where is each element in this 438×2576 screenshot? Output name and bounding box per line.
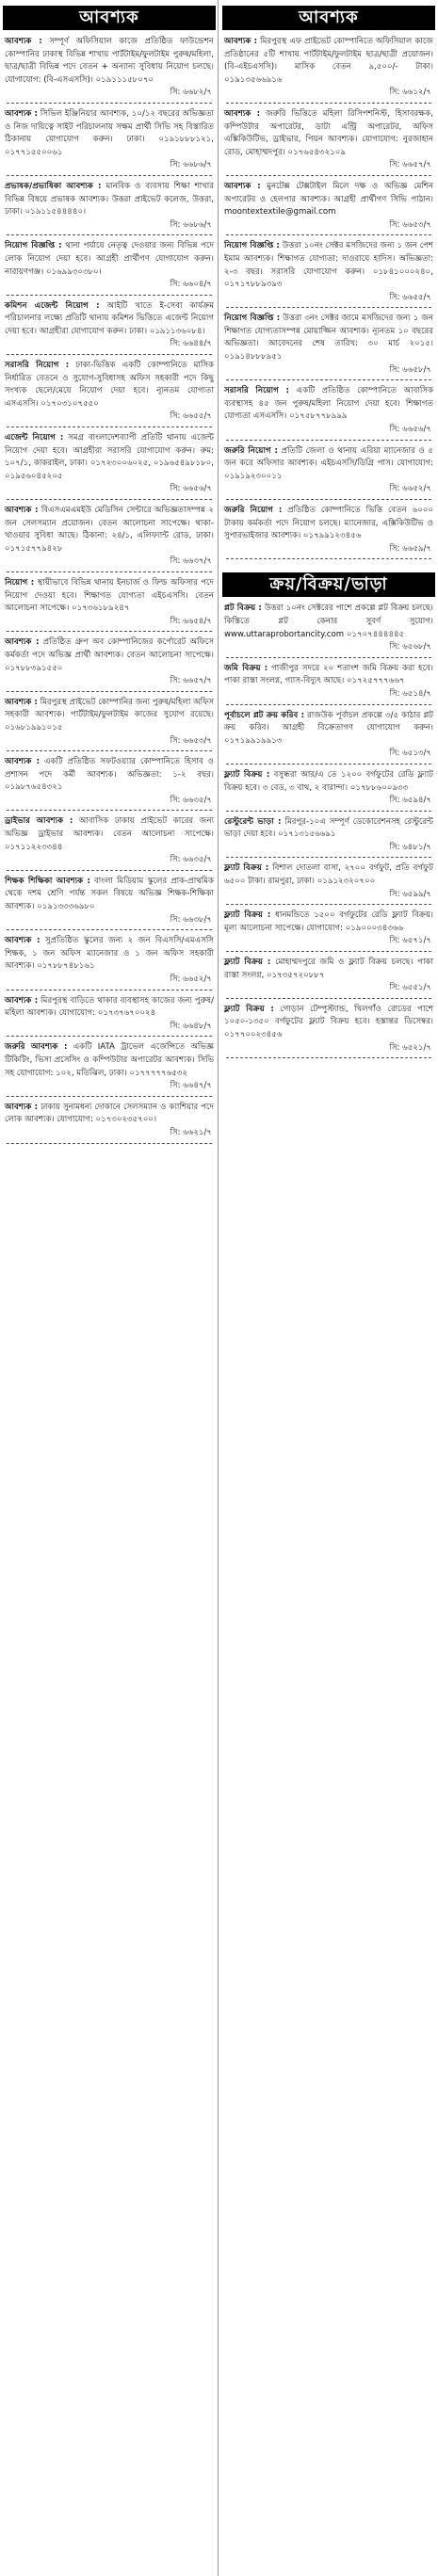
ad-reference-code: সি: ৬৬১২/৭ (389, 88, 431, 98)
ad-text: সমগ্র বাংলাদেশব্যাপী প্রতিটি থানায় এজেন্ট নিয়োগ দেয়া হবে। আগ্রহীরা সরাসরি যোগাযোগ করুন। রুম: ১০৭/১, কাকরাইল, ঢাকা। ০১৭২৩০০৬০২৫, ০১৯৬৫৪৯৮১৮০, ০১৯৫৬০৪৫২০৫ (5, 433, 215, 481)
classified-ad (3, 240, 216, 295)
ad-divider (226, 379, 431, 380)
classified-ad (3, 36, 216, 104)
ad-heading: ফ্ল্যাট বিক্রয় : (224, 958, 271, 968)
ad-body (222, 603, 435, 641)
ad-text: বসুন্ধরা আর/এ তে ১২০০ বর্গফুটের রেডি ফ্ল্যাট বিক্রয় হবে। ৩ বেড, ৩ বাথ, ২ বারান্দা। ০১৭৮৮৬০০৯৩৩ (224, 769, 433, 793)
classified-ad (222, 445, 435, 500)
ad-heading: আবশ্যক : (5, 637, 40, 648)
column-divider (218, 0, 219, 2576)
ad-body (3, 505, 216, 555)
ad-divider (226, 904, 431, 905)
ad-divider (226, 857, 431, 858)
ad-body (3, 577, 216, 616)
ad-reference-code: সি: ৬৫১৪/৭ (389, 688, 431, 699)
ad-reference-code: সি: ৬৬৩৮/৭ (170, 914, 212, 925)
ad-divider (7, 175, 212, 176)
ad-divider (7, 103, 212, 104)
ad-reference-code: সি: ৬৫২১/৭ (389, 1042, 431, 1053)
ad-divider (226, 951, 431, 952)
ad-body (3, 181, 216, 219)
ad-text: জরুরি ভিত্তিতে মহিলা রিসিপশনিস্ট, হিসাবরক্ষক, কম্পিউটার অপারেটর, ডাটা এন্ট্রি অপারেটর, অফিস এক্সিকিউটিভ, ড্রাইভার, পিয়ন আবশ্যক। যোগাযোগ: নুরজাহান রোড, মোহাম্মদপুর। ০১৭৬৫৪৩২১০৯ (224, 108, 433, 157)
ad-reference-code: সি: ৬৬৫২/৭ (389, 484, 431, 494)
classified-ad (3, 181, 216, 235)
ad-heading: আবশ্যক : (5, 1102, 39, 1112)
ad-divider (7, 691, 212, 692)
ad-heading: কমিশন এজেন্ট নিয়োগ : (5, 300, 100, 311)
classified-ad (3, 636, 216, 691)
ad-body (3, 756, 216, 795)
ad-text: একটি প্রতিষ্ঠিত সফটওয়্যার কোম্পানিতে হিসাব ও প্রশাসন পদে কর্মী আবশ্যক। অভিজ্ঞতা: ১-২ বছর। ০১৯৮৭৬৫৪৩২১ (5, 757, 214, 793)
ad-divider (226, 764, 431, 765)
ad-heading: রেস্টুরেন্ট ভাড়া : (224, 816, 282, 827)
classified-ad (3, 995, 216, 1038)
classified-ad (222, 108, 435, 176)
ad-text: মোহাম্মদপুরে জমি ও ফ্ল্যাট বিক্রয় চলছে। পাকা রাস্তা সংলগ্ন, ০১৭৩৫৭২০৮৮৭ (224, 958, 433, 980)
ad-text: বিএসএমএমইউ মেডিসিন সেন্টারে অভিজ্ঞতাসম্পন্ন ২ জন সেলসম্যান প্রয়োজন। বেতন আলোচনা সাপেক্ষে। থাকা-খাওয়ার সুবিধা আছে। ঠিকানা: ২৪/১, এলিফ্যান্ট রোড, ঢাকা। ০১৭১৫৭৭৯৪২৮ (5, 506, 214, 554)
ad-heading: ড্রাইভার আবশ্যক : (5, 816, 73, 827)
classified-ad (3, 756, 216, 811)
ad-divider (226, 998, 431, 999)
ad-body (3, 876, 216, 914)
ad-text: মিরপুর-১০এ সম্পূর্ণ ডেকোরেশনসহ রেস্টুরেন্ট ভাড়া দেয়া হবে। ০১৭১৩১৫৬৬৯১ (224, 816, 433, 840)
ad-text: প্রতিষ্ঠিত গ্রুপ অব কোম্পানিজের কর্পোরেট অফিসে কর্মকর্তা পদে অভিজ্ঞ প্রার্থী আবশ্যক। বেতন আলোচনা সাপেক্ষে। ০১৭৮৮৩৯১৫৫০ (5, 637, 214, 673)
ad-text: মিরপুরস্থ প্রাইভেট কোম্পানির জন্য পুরুষ/মহিলা অফিস সহকারী আবশ্যক। পার্টটাইম/ফুলটাইম কাজের সুযোগ রয়েছে। ০১৬৮১৯৯১০১৫ (5, 697, 215, 733)
ad-body (3, 300, 216, 339)
ad-divider (226, 234, 431, 235)
ad-reference-code: সি: ৬৬৮৬/৭ (170, 219, 212, 230)
ad-divider (7, 354, 212, 355)
ad-heading: ফ্ল্যাট বিক্রয় : (224, 910, 271, 921)
ad-reference-code: সি: ৬৬২১/৭ (170, 1127, 212, 1137)
ad-heading: ফ্ল্যাট বিক্রয় : (224, 1004, 274, 1014)
classified-ad (3, 577, 216, 632)
ad-reference-code: সি: ৬৬৩৫/৭ (170, 855, 212, 865)
ad-reference-code: সি: ৬৬৪৪/৭ (170, 339, 212, 349)
ad-heading: আবশ্যক : (5, 757, 41, 767)
ad-text: স্থায়ীভাবে বিভিন্ন থানায় ইনচার্জ ও ফিল্ড অফিসার পদে নিয়োগ দেওয়া হবে। শিক্ষাগত যোগ্যতা এইচএসসি। বেতন আলোচনা সাপেক্ষে। ০১৭৩৬১৮৯২৪৭ (5, 577, 214, 614)
classified-ad (3, 108, 216, 176)
ad-body (3, 108, 216, 159)
classified-ad (222, 181, 435, 235)
ad-text: বাংলা মিডিয়াম স্কুলের প্রাক-প্রাথমিক থেকে দশম শ্রেণি পর্যন্ত সকল বিষয়ে অভিজ্ঞ শিক্ষক-শিক্ষিকা আবশ্যক। ০১৯১৩৩৩৬৯৮০ (5, 876, 215, 912)
ad-reference-code: সি: ৬৬৫৯/৭ (389, 543, 431, 554)
classified-ad (3, 1041, 216, 1096)
ad-heading: শিক্ষক শিক্ষিকা আবশ্যক : (5, 876, 90, 886)
ad-heading: আবশ্যক : (5, 37, 42, 46)
ad-reference-code: সি: ৬৬৩৫/৭ (170, 795, 212, 805)
ad-text: গাজীপুর সদরে ২০ শতাংশ জমি বিক্রয় করা হবে। পাকা রাস্তা সংলগ্ন, গ্যাস-বিদ্যুৎ আছে। ০১৭২৫৭৭৭৬৬৭ (224, 663, 433, 686)
classified-ad (222, 603, 435, 657)
ad-heading: আবশ্যক : (5, 995, 39, 1006)
classified-ad (3, 815, 216, 870)
section-header-wanted-right: আবশ্যক (222, 6, 435, 30)
classified-ad (3, 935, 216, 990)
ad-body (3, 636, 216, 675)
ad-text: উত্তরা ১০নং সেক্টর মসজিদের জন্য ১ জন পেশ ইমাম আবশ্যক। শিক্ষাগত যোগ্যতা: দাওরায়ে হাদিস। অভিজ্ঞতা: ২-৩ বছর। সরাসরি যোগাযোগ করুন। ০১৮৪১০০০২৪০, ০১৭১৭৮৮৯৩৯৩ (224, 241, 434, 290)
ad-list-right (222, 36, 435, 559)
ad-reference-code: সি: ৬৫৬৮/৭ (389, 642, 431, 652)
left-column (3, 0, 216, 1149)
ad-text: আবাসিক ঢাকায় প্রাইভেট কারের জন্য অভিজ্ঞ ড্রাইভার আবশ্যক। বেতন আলোচনা সাপেক্ষে। ০১৭১১২২৩৩৪৪ (5, 816, 214, 852)
ad-heading: আবশ্যক : (5, 936, 41, 946)
classified-ad (222, 957, 435, 999)
ad-reference-code: সি: ৬৫৭১/৭ (389, 936, 431, 946)
ad-body (222, 181, 435, 219)
ad-reference-code: সি: ৬৬৪৭/৭ (170, 1081, 212, 1091)
ad-text: উত্তরা ১০নং সেক্টরের পাশে প্রকল্পে প্লট বিক্রয় চলছে। কিস্তিতে প্লট কেনার সুবর্ণ সুযোগ। www.uttaraprobortancity.com ০১৭০৭৪৪৪৪৪৫ (224, 604, 433, 639)
ad-body (222, 385, 435, 424)
ad-body (3, 240, 216, 279)
ad-divider (7, 1143, 212, 1144)
ad-heading: আবশ্যক : (224, 181, 261, 191)
ad-text: বিশাল দোতলা বাসা, ২৭০০ বর্গফুট, প্রতি বর্গফুট ৬৫০০ টাকা। রামপুরা, ঢাকা। ০১৯১২৩২০৭০০ (224, 863, 433, 887)
ad-reference-code: সি: ৬৬৫২/৭ (170, 974, 212, 984)
ad-list-sale (222, 603, 435, 1058)
ad-divider (7, 295, 212, 296)
ad-heading: আবশ্যক : (5, 108, 38, 119)
ad-divider (226, 704, 431, 705)
ad-divider (7, 1096, 212, 1097)
classified-ad (3, 1102, 216, 1144)
ad-body (222, 769, 435, 795)
ad-text: গোড়ান টেম্পুস্ট্যান্ড, খিলগাঁও রোডের পাশে ১০৫০-১৩৫০ বর্গফুটের ফ্ল্যাট বিক্রয় হবে। হস্তান্তর ডিসেম্বর। ০১৭৭০০২৩৪৫৬ (224, 1004, 434, 1039)
ad-text: থানা পর্যায়ে নেতৃত্ব দেওয়ার জন্য বিভিন্ন পদে লোক নিয়োগ দেয়া হবে। আগ্রহী প্রার্থীগণ যোগাযোগ করুন। নারায়ণগঞ্জ। ০১৬৯৯৩০৩৮০। (5, 241, 214, 277)
ad-heading: আবশ্যক : (224, 108, 261, 119)
ad-reference-code: সি: ৬৬৮২/৭ (170, 88, 212, 98)
ad-heading: সরাসরি নিয়োগ : (5, 361, 70, 371)
ad-divider (7, 631, 212, 632)
ad-heading: সরাসরি নিয়োগ : (224, 386, 289, 396)
ad-divider (226, 103, 431, 104)
ad-reference-code: সি: ৬৬৫৭/৭ (389, 160, 431, 170)
ad-divider (7, 234, 212, 235)
ad-text: সম্পূর্ণ অফিসিয়াল কাজে প্রতিষ্ঠিত ফাউন্ডেশন কোম্পানির ঢাকাস্থ বিভিন্ন শাখায় পার্টটাইম/ফুলটাইম পুরুষ/মহিলা, ছাত্র/ছাত্রী বিভিন্ন পদে বেতন + অন্যান্য সুবিধায় নিয়োগ চলছে। যোগাযোগ: (বি-এসএসসি)। ০১৯১১১৫৮০৭০ (5, 37, 215, 85)
classified-ad (3, 360, 216, 427)
ad-reference-code: সি: ৬৬৫৩/৭ (389, 219, 431, 230)
ad-heading: নিয়োগ বিজ্ঞপ্তি : (224, 241, 280, 251)
ad-heading: জমি বিক্রয় : (224, 663, 268, 673)
ad-text: উত্তরা ৩নং সেক্টর জামে মসজিদের জন্য ১ জন শিক্ষাগত যোগ্যতাসম্পন্ন মোয়াজ্জিন আবশ্যক। ন্যূনতম ১০ বছরের অভিজ্ঞতা। আবেদনের শেষ তারিখ: ৩০ মার্চ ২০১৫। ০১৯১৪৮৮৮৯৫১ (224, 314, 434, 362)
ad-text: সিভিল ইঞ্জিনিয়ার আবশ্যক, ১০/১২ বছরের অভিজ্ঞতা ও নিজ দায়িত্বে সাইট পরিচালনায় সক্ষম প্রার্থী সিভি সহ বিস্তারিত ঠিকানায় যোগাযোগ করুন। ঢাকা। ০১৯১৮৮৮১২১, ০১৭৭১৫৫০০৬১ (5, 108, 215, 157)
ad-body (3, 36, 216, 87)
ad-body (3, 935, 216, 974)
ad-heading: প্লট বিক্রয় : (224, 604, 262, 614)
ad-reference-code: সি: ৬৬৫৭/৭ (170, 676, 212, 686)
classified-ad (3, 505, 216, 572)
ad-reference-code: সি: ৬৬৫৮/৭ (389, 364, 431, 375)
ad-body (222, 957, 435, 982)
ad-body (222, 108, 435, 159)
ad-text: মিরপুরস্থ এফ প্রাইভেট কোম্পানিতে অফিসিয়াল কাজে প্রতিষ্ঠানের ৫টি শাখায় পার্টটাইম/ফুলটাইম ছাত্র/ছাত্রী প্রয়োজন। (বি-এইচএসসি)। মাসিক বেতন ৯,৫০০/- টাকা। ০১৯১৩৫৬৬৯১৬ (224, 37, 433, 85)
ad-reference-code: সি: ৬৬৪৮/৭ (170, 1021, 212, 1031)
ad-body (222, 862, 435, 888)
classified-ad (222, 910, 435, 952)
ad-text: একটি IATA ট্রাভেল এজেন্সিতে অভিজ্ঞ টিকিটিং, ভিসা প্রসেসিং ও কম্পিউটার অপারেটর আবশ্যক। সিভি সহ যোগাযোগ: ১০২, মতিঝিল, ঢাকা। ০১৭৭৭৭৭৬৫৩২ (5, 1042, 214, 1078)
classified-ad (222, 240, 435, 308)
ad-heading: আবশ্যক : (5, 506, 39, 515)
ad-body (222, 663, 435, 688)
ad-body (3, 1102, 216, 1127)
classified-ad (222, 663, 435, 705)
ad-heading: প্রভাষক/প্রভাষিকা আবশ্যক : (5, 181, 102, 191)
classified-ad (3, 432, 216, 500)
ad-text: মিরপুরস্থ বাড়িতে থাকার ব্যবস্থাসহ কাজের জন্য পুরুষ/মহিলা আবশ্যক। যোগাযোগ: ০১৭৩৭৬৭০০২৪ (5, 995, 214, 1019)
ad-text: ঢাকা-ভিত্তিক একটি কোম্পানিতে মাসিক নির্ধারিত বেতনে ও সুযোগ-সুবিধাসহ অফিস সহকারী পদে কিছু সংখ্যক ছেলে/মেয়ে নিয়োগ দেয়া হবে। ন্যূনতম যোগ্যতা এসএসসি। ০১৭০৩১০৭৫৫০ (5, 361, 214, 409)
ad-heading: জরুরি আবশ্যক : (5, 1042, 68, 1053)
ad-reference-code: সি: ৬৬৫৬/৭ (389, 425, 431, 435)
ad-reference-code: সি: ৬৫৫১/৭ (389, 983, 431, 993)
ad-divider (7, 499, 212, 500)
ad-body (3, 1041, 216, 1080)
ad-heading: নিয়োগ বিজ্ঞপ্তি : (224, 314, 281, 324)
ad-body (3, 995, 216, 1021)
ad-text: ঢাকায় সুনামধন্য দোকানে সেলসম্যান ও ক্যাশিয়ার পদে লোক আবশ্যক। যোগাযোগ: ০১৭৩০২৩৫৭০০। (5, 1102, 215, 1125)
classified-ad (222, 710, 435, 765)
ad-reference-code: সি: ৬৬৫৫/৭ (389, 292, 431, 302)
ad-text: রাজউক পূর্বাচল প্রকল্পে ৩/৫ কাঠার প্লট ক্রয় করিব। আগ্রহী বিক্রেতাগণ যোগাযোগ করুন। ০১৭১৯৯১৯৯১৩ (224, 710, 433, 746)
ad-reference-code: সি: ৬৬৫৬/৭ (170, 484, 212, 494)
ad-body (222, 710, 435, 749)
ad-divider (226, 558, 431, 559)
ad-heading: ফ্ল্যাট বিক্রয় : (224, 769, 270, 780)
ad-heading: নিয়োগ বিজ্ঞপ্তি : (5, 241, 62, 251)
classified-ad (222, 816, 435, 859)
ad-divider (226, 175, 431, 176)
ad-list-left (3, 36, 216, 1144)
ad-reference-code: সি: ৬৬৮৬/৭ (170, 160, 212, 170)
ad-text: একটি প্রতিষ্ঠিত কোম্পানিতে আবাসিক ব্যবস্থাসহ ৪৫ জন পুরুষ/মহিলা নিয়োগ দেয়া হবে। শিক্ষাগত যোগ্যতা এসএসসি। ০১৭৫৮৭৭৮৯৯৯ (224, 386, 433, 422)
classified-ad (222, 385, 435, 440)
ad-divider (7, 810, 212, 811)
ad-heading: নিয়োগ : (5, 577, 35, 588)
classified-ad (222, 505, 435, 559)
classified-ad (3, 876, 216, 930)
ad-text: ধানমন্ডিতে ১৫০০ বর্গফুটের রেডি ফ্ল্যাট বিক্রয়। মূল্য আলোচনা সাপেক্ষে। যোগাযোগ: ০১৯০০০৩৪৩৬৬ (224, 910, 433, 933)
ad-text: মানবিক ও ব্যবসায় শিক্ষা শাখার বিভিন্ন বিষয়ে প্রভাষক আবশ্যক। উত্তরা প্রাইভেট কলেজ, উত্তরা, ঢাকা। ০১৯১১৫৪৪৪৪০। (5, 181, 214, 217)
classified-ad (222, 313, 435, 380)
classified-ad (222, 769, 435, 812)
ad-heading: জরুরি নিয়োগ : (224, 445, 278, 456)
ad-text: প্রতিষ্ঠিত কোম্পানিতে ভিত্তি বেতন ৬০০০ টাকায় কর্মকর্তা পদে নিয়োগ চলছে। ম্যানেজার, এক্সিকিউটিভ ও সুপারভাইজার আবশ্যক। ০১৭৯৯১২৩৪৫৬ (224, 506, 433, 541)
ad-reference-code: সি: ৬৬০৪/৭ (170, 280, 212, 290)
ad-body (222, 505, 435, 543)
classified-ad (3, 697, 216, 751)
ad-heading: আবশ্যক : (224, 37, 258, 46)
ad-body (222, 313, 435, 363)
ad-body (222, 36, 435, 87)
ad-reference-code: সি: ৬৫৯৪/৭ (389, 796, 431, 806)
ad-heading: ফ্ল্যাট বিক্রয় : (224, 863, 269, 874)
ad-body (3, 432, 216, 483)
ad-body (3, 815, 216, 854)
classified-ad (222, 36, 435, 104)
ad-body (3, 697, 216, 735)
ad-reference-code: সি: ৬৫৯৯/৭ (389, 889, 431, 899)
ad-body (3, 360, 216, 411)
ad-heading: জরুরি নিয়োগ : (224, 506, 283, 515)
classified-ad (222, 862, 435, 905)
ad-divider (226, 307, 431, 308)
ad-body (222, 816, 435, 842)
ad-reference-code: সি: ৬৬৫৫/৭ (170, 411, 212, 422)
ad-text: প্রতিটি জেলা ও থানায় এরিয়া ম্যানেজার ও ৫ জন করে অফিসার আবশ্যক। এইচএসসি/ডিগ্রি পাস। যোগাযোগ: ০১৯১৯২৩০০১১ (224, 445, 433, 481)
ad-divider (7, 929, 212, 930)
ad-text: আইটি খাতে ই-সেবা কার্যক্রম পরিচালনার লক্ষ্যে প্রতিটি থানায় কমিশন ভিত্তিতে এজেন্ট নিয়োগ দেয়া হবে। আগ্রহীরা যোগাযোগ করুন। ঢাকা। ০১৯১১৩৬০৮৪। (5, 300, 214, 336)
ad-divider (7, 870, 212, 871)
ad-text: সুপ্রতিষ্ঠিত স্কুলের জন্য ২ জন বিএসসি/এমএসসি শিক্ষক, ১ জন অফিস ম্যানেজার ও ১ জন অফিস সহকারী আবশ্যক। ০১৭৮৮৭৪৮১৬১ (5, 936, 215, 972)
ad-body (222, 910, 435, 935)
ad-heading: পূর্বাচলে প্লট ক্রয় করিব : (224, 710, 305, 720)
ad-reference-code: সি: ৬৪৮১/৭ (389, 842, 431, 852)
ad-reference-code: সি: ৬৫১৩/৭ (389, 749, 431, 759)
ad-divider (226, 811, 431, 812)
ad-divider (7, 1036, 212, 1037)
right-column (222, 0, 435, 1063)
ad-divider (226, 499, 431, 500)
ad-divider (7, 750, 212, 751)
ad-heading: এজেন্ট নিয়োগ : (5, 433, 64, 443)
section-header-wanted-left: আবশ্যক (3, 6, 216, 30)
ad-body (222, 240, 435, 291)
section-header-buy-sell-rent: ক্রয়/বিক্রয়/ভাড়া (222, 572, 435, 597)
ad-divider (226, 440, 431, 441)
ad-reference-code: সি: ৬৬৫৩/৭ (170, 735, 212, 746)
ad-reference-code: সি: ৬৬৫৪/৭ (170, 616, 212, 626)
ad-heading: আবশ্যক : (5, 697, 38, 707)
ad-reference-code: সি: ৬৬৩৭/৭ (170, 556, 212, 567)
ad-divider (226, 1057, 431, 1058)
ad-body (222, 1004, 435, 1042)
ad-text: মুনটেক্স টেক্সটাইল মিলে দক্ষ ও অভিজ্ঞ মেশিন অপারেটর ও হেলপার আবশ্যক। আগ্রহী প্রার্থীগণ সিভি পাঠান। moontextextile@gmail.com (224, 181, 434, 217)
ad-body (222, 445, 435, 484)
ad-divider (226, 657, 431, 658)
classified-ad (222, 1004, 435, 1058)
classified-ad (3, 300, 216, 355)
